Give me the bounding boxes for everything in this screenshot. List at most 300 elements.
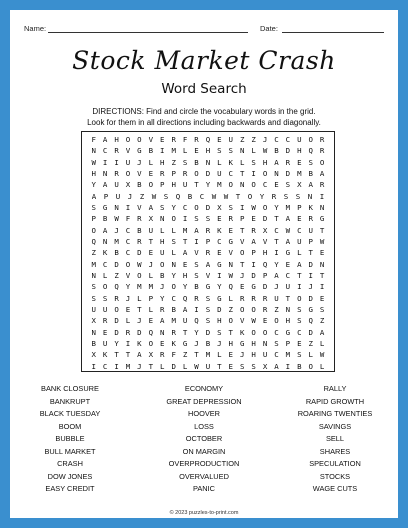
grid-letter: P (205, 237, 211, 246)
grid-letter: R (102, 316, 108, 326)
grid-letter: J (127, 191, 133, 201)
grid-letter: C (285, 271, 291, 280)
grid-letter: J (125, 293, 131, 303)
grid-letter: I (297, 282, 302, 292)
grid-letter: U (182, 180, 188, 190)
grid-letter: P (148, 293, 154, 303)
grid-letter: R (251, 293, 256, 303)
grid-letter: D (262, 282, 268, 292)
grid-letter: Y (274, 203, 279, 212)
grid-letter: N (285, 305, 291, 314)
grid-letter: C (102, 146, 108, 156)
grid-letter: E (319, 293, 325, 303)
grid-letter: N (239, 180, 245, 190)
grid-letter: M (171, 316, 176, 326)
vocab-word: BANKRUPT (49, 396, 91, 406)
grid-letter: T (137, 305, 142, 314)
grid-letter: L (102, 271, 108, 280)
grid-letter: U (217, 169, 222, 178)
grid-letter: P (297, 203, 302, 212)
vocab-word: OCTOBER (185, 434, 223, 443)
directions (10, 106, 398, 128)
grid-letter: B (171, 305, 176, 314)
grid-letter: O (194, 203, 199, 212)
grid-letter: M (114, 237, 119, 246)
grid-letter: U (297, 237, 302, 246)
grid-letter: T (274, 214, 279, 224)
grid-letter: X (217, 203, 222, 212)
grid-letter: L (217, 157, 222, 167)
grid-letter: B (148, 146, 154, 156)
grid-letter: S (163, 191, 169, 201)
grid-letter: Y (259, 191, 265, 201)
grid-letter: V (137, 169, 142, 178)
grid-letter: M (285, 203, 291, 212)
worksheet-page (10, 10, 398, 518)
grid-letter: R (125, 327, 131, 337)
grid-letter: H (217, 316, 222, 326)
grid-letter: W (251, 316, 256, 326)
grid-letter: C (228, 169, 233, 178)
vocab-word: SAVINGS (318, 421, 352, 431)
grid-letter: E (228, 350, 233, 360)
grid-letter: S (283, 191, 289, 201)
grid-letter: U (182, 316, 188, 326)
grid-letter: Q (205, 135, 211, 144)
grid-letter: O (239, 305, 245, 314)
grid-letter: E (182, 259, 188, 269)
grid-letter: B (205, 339, 211, 348)
grid-letter: P (103, 191, 109, 201)
grid-letter: A (274, 157, 279, 167)
grid-letter: C (125, 237, 131, 246)
grid-letter: N (319, 203, 325, 212)
grid-letter: A (308, 180, 313, 190)
grid-letter: O (308, 361, 313, 371)
grid-letter: I (114, 157, 119, 167)
grid-letter: G (308, 305, 313, 314)
grid-letter: L (148, 157, 154, 167)
grid-letter: K (228, 157, 233, 167)
directions-line-2: Look for them in all directions including backwards and diagonally. (87, 118, 321, 127)
grid-letter: J (137, 361, 142, 371)
grid-letter: Y (114, 339, 119, 348)
grid-letter: V (228, 248, 233, 258)
grid-letter: D (217, 305, 222, 314)
grid-letter: G (285, 327, 291, 337)
grid-letter: T (182, 327, 188, 337)
grid-letter: A (148, 203, 154, 212)
grid-letter: I (239, 203, 245, 212)
grid-letter: R (319, 146, 325, 156)
grid-letter: E (319, 248, 325, 258)
grid-letter: U (115, 191, 121, 201)
grid-letter: T (235, 191, 241, 201)
grid-letter: M (171, 146, 176, 156)
grid-letter: J (217, 339, 222, 348)
grid-letter: S (91, 282, 96, 292)
grid-letter: N (262, 339, 268, 348)
grid-letter: Q (182, 293, 188, 303)
grid-letter: B (137, 180, 142, 190)
letter-grid (81, 131, 335, 372)
grid-letter: C (125, 225, 131, 235)
vocab-word: SELL (325, 434, 345, 443)
grid-letter: E (125, 305, 131, 314)
grid-letter: R (251, 225, 256, 235)
grid-letter: C (171, 293, 176, 303)
grid-letter: C (274, 327, 279, 337)
grid-letter: V (125, 271, 131, 280)
grid-letter: S (274, 339, 279, 348)
grid-letter: B (297, 361, 302, 371)
vocab-word: BLACK TUESDAY (39, 409, 101, 418)
grid-letter: X (262, 361, 268, 371)
grid-letter: O (274, 316, 279, 326)
grid-letter: D (171, 361, 176, 371)
grid-letter: P (308, 237, 313, 246)
grid-letter: J (114, 225, 119, 235)
grid-letter: P (251, 248, 256, 258)
grid-letter: K (308, 203, 313, 212)
grid-letter: W (223, 191, 229, 201)
name-line (48, 32, 248, 33)
name-date-row (24, 24, 384, 36)
word-list-column-1 (20, 383, 120, 496)
grid-letter: D (114, 316, 119, 326)
grid-letter: I (319, 282, 325, 292)
grid-letter: B (102, 214, 108, 224)
grid-letter: W (194, 361, 199, 371)
grid-letter: P (285, 339, 291, 348)
grid-letter: E (274, 180, 279, 190)
grid-letter: I (251, 169, 256, 178)
grid-letter: G (239, 339, 245, 348)
grid-letter: S (297, 305, 302, 314)
grid-letter: R (194, 293, 199, 303)
grid-letter: O (125, 259, 131, 269)
grid-letter: U (308, 225, 313, 235)
grid-letter: K (137, 339, 142, 348)
grid-letter: I (308, 271, 313, 280)
grid-letter: R (319, 135, 325, 144)
word-list (20, 383, 388, 509)
grid-letter: O (125, 135, 131, 144)
grid-letter: I (114, 361, 119, 371)
grid-letter: Z (114, 271, 119, 280)
grid-letter: S (228, 146, 233, 156)
grid-letter: D (308, 327, 313, 337)
grid-letter: T (228, 327, 233, 337)
grid-letter: A (182, 305, 188, 314)
grid-letter: H (91, 169, 96, 178)
grid-letter: G (228, 237, 233, 246)
grid-letter: M (125, 361, 131, 371)
grid-letter: M (217, 180, 222, 190)
grid-letter: M (205, 350, 211, 360)
grid-letter: T (194, 350, 199, 360)
grid-letter: B (137, 225, 142, 235)
grid-letter: C (182, 203, 188, 212)
grid-letter: J (308, 282, 313, 292)
grid-letter: B (187, 191, 193, 201)
grid-letter: O (102, 282, 108, 292)
grid-letter: L (251, 146, 256, 156)
grid-letter: S (182, 157, 188, 167)
grid-letter: S (285, 180, 291, 190)
grid-letter: V (137, 203, 142, 212)
grid-letter: C (217, 237, 222, 246)
grid-letter: Y (160, 293, 165, 303)
grid-letter: I (217, 271, 222, 280)
grid-letter: O (194, 169, 199, 178)
grid-letter: U (274, 293, 279, 303)
grid-letter: Q (175, 191, 181, 201)
grid-letter: D (262, 214, 268, 224)
grid-letter: O (228, 180, 233, 190)
grid-letter: R (114, 146, 119, 156)
grid-letter: A (319, 169, 325, 178)
grid-letter: T (239, 225, 245, 235)
word-list-column-2 (148, 383, 260, 496)
grid-letter: L (182, 146, 188, 156)
grid-letter: G (182, 339, 188, 348)
grid-letter: K (171, 339, 176, 348)
grid-letter: C (102, 361, 108, 371)
grid-letter: P (91, 214, 96, 224)
grid-letter: F (125, 214, 131, 224)
grid-letter: S (205, 214, 211, 224)
vocab-word: BULL MARKET (44, 446, 96, 456)
grid-letter: O (262, 169, 268, 178)
grid-letter: G (285, 248, 291, 258)
grid-letter: M (182, 225, 188, 235)
grid-letter: Q (194, 316, 199, 326)
grid-letter: O (148, 339, 154, 348)
grid-letter: S (102, 293, 108, 303)
grid-letter: A (102, 225, 108, 235)
grid-letter: M (285, 350, 291, 360)
grid-letter: W (137, 259, 142, 269)
grid-letter: E (217, 135, 222, 144)
grid-letter: Q (308, 146, 313, 156)
grid-letter: J (239, 350, 245, 360)
grid-letter: E (194, 146, 199, 156)
grid-letter: A (91, 191, 97, 201)
grid-letter: E (217, 214, 222, 224)
grid-letter: U (102, 339, 108, 348)
grid-letter: Z (182, 350, 188, 360)
grid-letter: L (160, 225, 165, 235)
grid-letter: T (285, 293, 291, 303)
grid-letter: O (160, 259, 165, 269)
grid-letter: W (262, 146, 268, 156)
grid-letter: A (297, 259, 302, 269)
grid-letter: S (171, 237, 176, 246)
grid-letter: D (308, 259, 313, 269)
grid-letter: T (194, 180, 199, 190)
grid-letter: S (91, 293, 96, 303)
grid-letter: S (217, 327, 222, 337)
grid-letter: S (308, 157, 313, 167)
directions-line-1: DIRECTIONS: Find and circle the vocabulary words in the grid. (92, 107, 316, 116)
grid-letter: U (262, 350, 268, 360)
grid-letter: A (102, 180, 108, 190)
grid-letter: E (239, 282, 245, 292)
grid-letter: N (319, 259, 325, 269)
copyright-footer: © 2023 puzzles-to-print.com (169, 510, 239, 516)
grid-letter: F (171, 350, 176, 360)
grid-letter: T (239, 169, 245, 178)
grid-letter: E (297, 339, 302, 348)
grid-letter: S (319, 305, 325, 314)
grid-letter: P (239, 214, 245, 224)
grid-letter: P (262, 271, 268, 280)
grid-letter: X (297, 180, 302, 190)
grid-letter: Q (91, 237, 96, 246)
grid-letter: I (102, 157, 108, 167)
grid-letter: V (194, 248, 199, 258)
grid-letter: H (262, 248, 268, 258)
grid-letter: I (319, 191, 325, 201)
grid-letter: D (137, 248, 142, 258)
grid-letter: S (251, 361, 256, 371)
grid-letter: I (125, 203, 131, 212)
grid-letter: Y (194, 327, 199, 337)
grid-letter: S (239, 361, 245, 371)
grid-letter: Z (228, 305, 233, 314)
grid-letter: C (297, 225, 302, 235)
grid-letter: N (91, 146, 96, 156)
vocab-word: CRASH (57, 459, 83, 468)
grid-letter: O (171, 282, 176, 292)
grid-letter: A (205, 259, 211, 269)
grid-letter: E (297, 214, 302, 224)
grid-letter: Y (274, 259, 279, 269)
grid-letter: G (205, 282, 211, 292)
grid-letter: H (182, 271, 188, 280)
grid-letter: G (319, 214, 325, 224)
vocab-word: PANIC (192, 484, 216, 493)
grid-letter: O (308, 135, 313, 144)
grid-letter: S (194, 271, 199, 280)
grid-letter: H (297, 146, 302, 156)
vocab-word: SPECULATION (309, 459, 361, 468)
grid-letter: T (319, 225, 325, 235)
grid-letter: G (102, 203, 108, 212)
grid-letter: J (239, 271, 245, 280)
grid-letter: D (251, 271, 256, 280)
grid-letter: W (211, 191, 217, 201)
grid-letter: Z (139, 191, 145, 201)
page-title: Stock Market Crash (72, 46, 336, 75)
grid-letter: L (160, 361, 165, 371)
grid-letter: O (125, 169, 131, 178)
grid-letter: K (217, 225, 222, 235)
vocab-word: BOOM (58, 421, 82, 431)
grid-letter: O (137, 271, 142, 280)
grid-letter: C (125, 248, 131, 258)
grid-letter: B (91, 339, 96, 348)
grid-letter: A (285, 237, 291, 246)
grid-letter: R (160, 305, 165, 314)
page-subtitle: Word Search (161, 81, 247, 97)
grid-letter: W (114, 214, 119, 224)
grid-letter: R (160, 350, 165, 360)
grid-letter: B (160, 271, 165, 280)
grid-letter: T (297, 271, 302, 280)
grid-letter: S (91, 203, 96, 212)
grid-letter: J (274, 282, 279, 292)
grid-letter: N (102, 237, 108, 246)
grid-letter: J (262, 135, 268, 144)
grid-letter: S (251, 157, 256, 167)
grid-letter: Z (171, 157, 176, 167)
grid-letter: C (285, 135, 291, 144)
grid-letter: N (205, 157, 211, 167)
vocab-word: RAPID GROWTH (305, 396, 365, 406)
grid-letter: O (148, 180, 154, 190)
grid-letter: C (274, 135, 279, 144)
grid-letter: F (91, 135, 96, 144)
grid-letter: T (239, 259, 245, 269)
grid-letter: O (228, 316, 233, 326)
grid-letter: H (251, 339, 256, 348)
grid-letter: H (251, 350, 256, 360)
grid-letter: R (228, 214, 233, 224)
grid-letter: O (247, 191, 253, 201)
grid-letter: C (262, 180, 268, 190)
grid-letter: X (262, 225, 268, 235)
grid-letter: D (137, 327, 142, 337)
grid-letter: U (91, 305, 96, 314)
grid-letter: H (114, 135, 119, 144)
vocab-word: ECONOMY (184, 384, 224, 393)
grid-letter: E (148, 316, 154, 326)
grid-letter: E (160, 135, 165, 144)
grid-letter: N (91, 271, 96, 280)
grid-letter: Z (274, 305, 279, 314)
grid-letter: O (262, 203, 268, 212)
grid-letter: N (160, 214, 165, 224)
grid-letter: E (148, 169, 154, 178)
grid-letter: Y (217, 282, 222, 292)
vocab-word: GREAT DEPRESSION (166, 396, 242, 406)
grid-letter: O (91, 225, 96, 235)
grid-letter: A (137, 350, 142, 360)
grid-letter: I (274, 248, 279, 258)
grid-letter: P (160, 180, 165, 190)
grid-letter: O (137, 135, 142, 144)
grid-letter: E (102, 327, 108, 337)
grid-letter: Y (205, 180, 211, 190)
grid-letter: V (262, 237, 268, 246)
grid-letter: L (171, 225, 176, 235)
grid-letter: R (205, 225, 211, 235)
grid-letter: O (239, 248, 245, 258)
vocab-word: DOW JONES (47, 471, 93, 481)
grid-letter: W (91, 157, 96, 167)
grid-letter: X (148, 350, 154, 360)
grid-letter: O (114, 305, 119, 314)
vocab-word: EASY CREDIT (45, 484, 95, 493)
grid-letter: B (114, 248, 119, 258)
grid-letter: U (114, 180, 119, 190)
grid-letter: S (160, 203, 165, 212)
vocab-word: LOSS (194, 421, 214, 431)
grid-letter: N (160, 327, 165, 337)
grid-letter: S (205, 316, 211, 326)
